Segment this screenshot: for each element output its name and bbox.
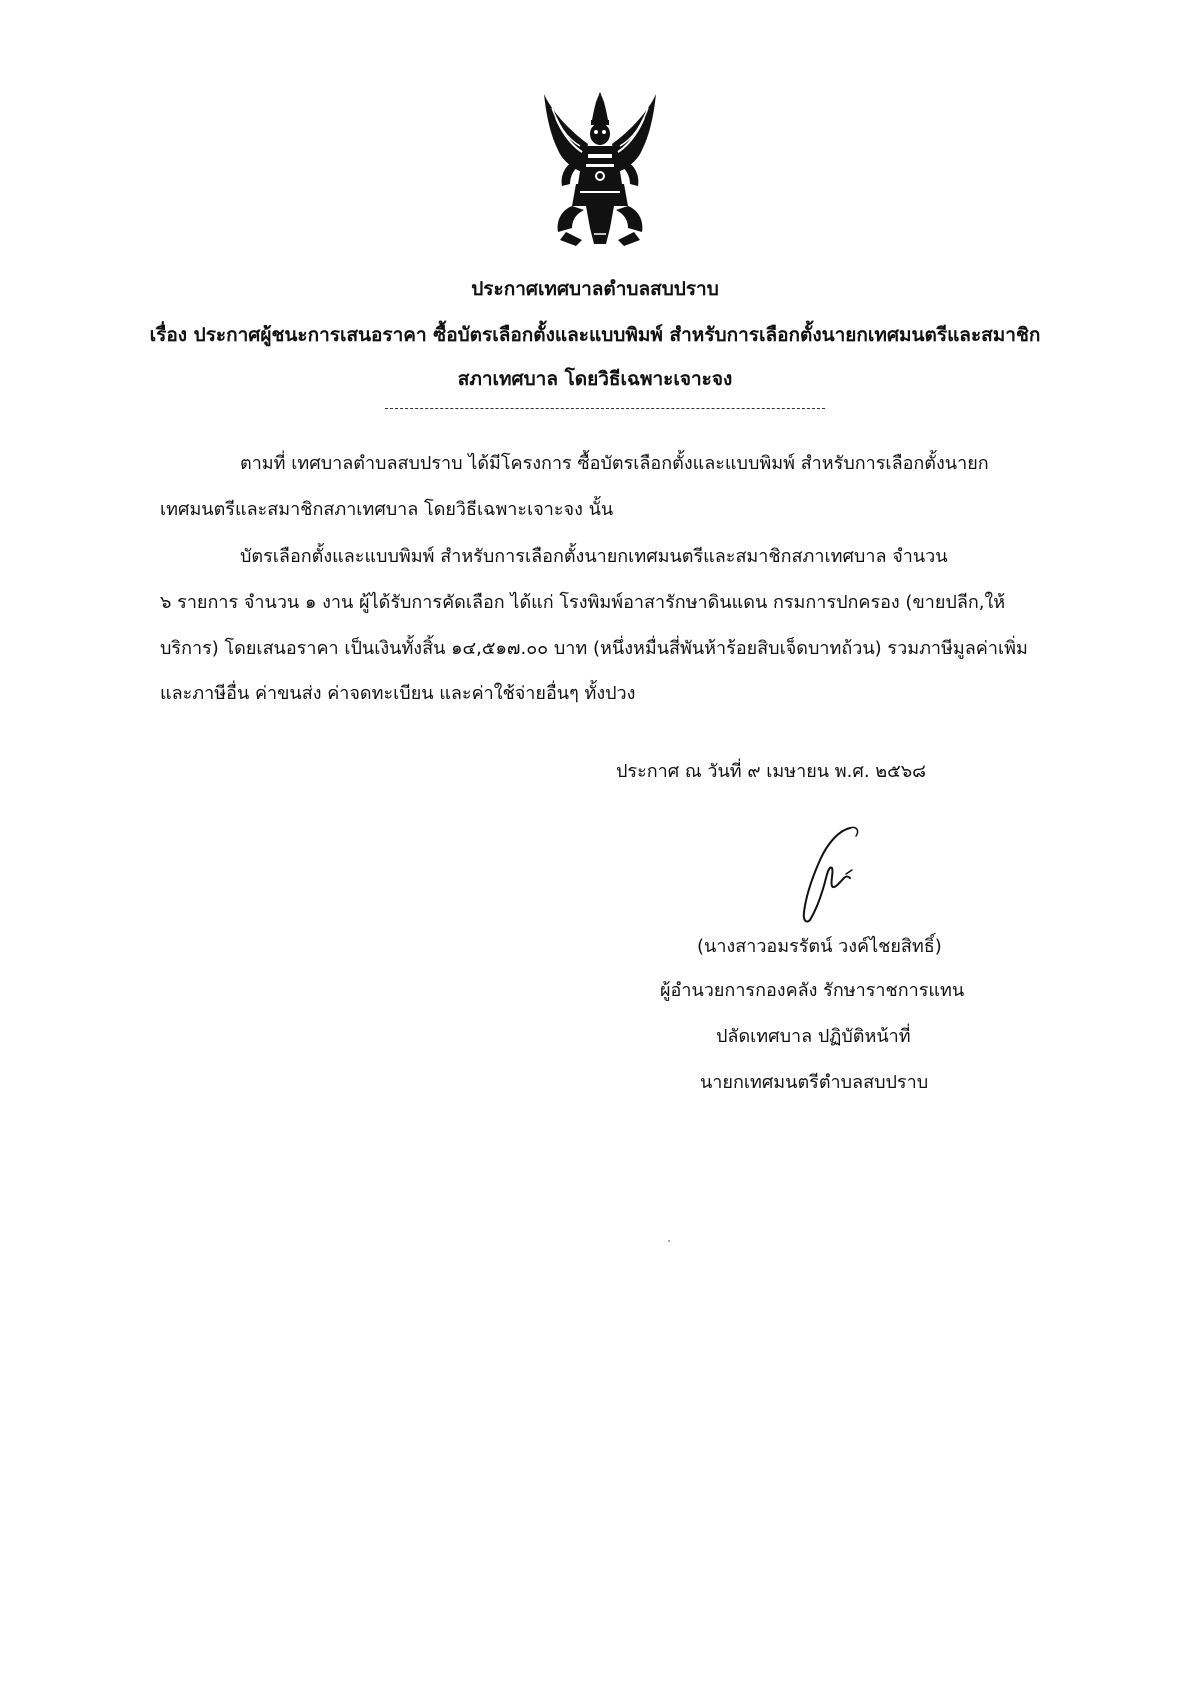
body-paragraph-2-line-3: บริการ) โดยเสนอราคา เป็นเงินทั้งสิ้น ๑๔,๕๑๗.๐๐ บาท (หนึ่งหมื่นสี่พันห้าร้อยสิบเจ็ดบาทถ้วน) รวมภาษีมูลค่าเพิ่ม <box>160 638 1028 659</box>
signatory-name: (นางสาวอมรรัตน์ วงค์ไชยสิทธิ์) <box>697 936 942 957</box>
body-paragraph-2-line-4: และภาษีอื่น ค่าขนส่ง ค่าจดทะเบียน และค่าใช้จ่ายอื่นๆ ทั้งปวง <box>160 683 636 704</box>
announcement-title: ประกาศเทศบาลตำบลสบปราบ <box>471 278 719 300</box>
handwritten-signature-icon <box>790 820 880 930</box>
subject-line-continued: สภาเทศบาล โดยวิธีเฉพาะเจาะจง <box>457 368 733 390</box>
signatory-position-line-1: ผู้อำนวยการกองคลัง รักษาราชการแทน <box>660 980 965 1001</box>
body-paragraph-2-line-1: บัตรเลือกตั้งและแบบพิมพ์ สำหรับการเลือกตั้งนายกเทศมนตรีและสมาชิกสภาเทศบาล จำนวน <box>240 546 948 567</box>
signatory-position-line-3: นายกเทศมนตรีตำบลสบปราบ <box>700 1072 929 1093</box>
announcement-date: ประกาศ ณ วันที่ ๙ เมษายน พ.ศ. ๒๕๖๘ <box>616 761 927 782</box>
body-paragraph-1-line-1: ตามที่ เทศบาลตำบลสบปราบ ได้มีโครงการ ซื้อบัตรเลือกตั้งและแบบพิมพ์ สำหรับการเลือกตั้งนายก <box>240 453 989 474</box>
separator-line <box>385 408 825 409</box>
body-paragraph-1-line-2: เทศมนตรีและสมาชิกสภาเทศบาล โดยวิธีเฉพาะเจาะจง นั้น <box>160 499 614 520</box>
scan-speck <box>668 1240 670 1242</box>
body-paragraph-2-line-2: ๖ รายการ จำนวน ๑ งาน ผู้ได้รับการคัดเลือก ได้แก่ โรงพิมพ์อาสารักษาดินแดน กรมการปกครอง (ขายปลีก,ให้ <box>160 592 1006 613</box>
signatory-position-line-2: ปลัดเทศบาล ปฏิบัติหน้าที่ <box>716 1026 911 1047</box>
subject-line: เรื่อง ประกาศผู้ชนะการเสนอราคา ซื้อบัตรเลือกตั้งและแบบพิมพ์ สำหรับการเลือกตั้งนายกเทศมนตรีและสมาชิก <box>149 324 1041 346</box>
garuda-emblem-icon <box>536 88 664 250</box>
